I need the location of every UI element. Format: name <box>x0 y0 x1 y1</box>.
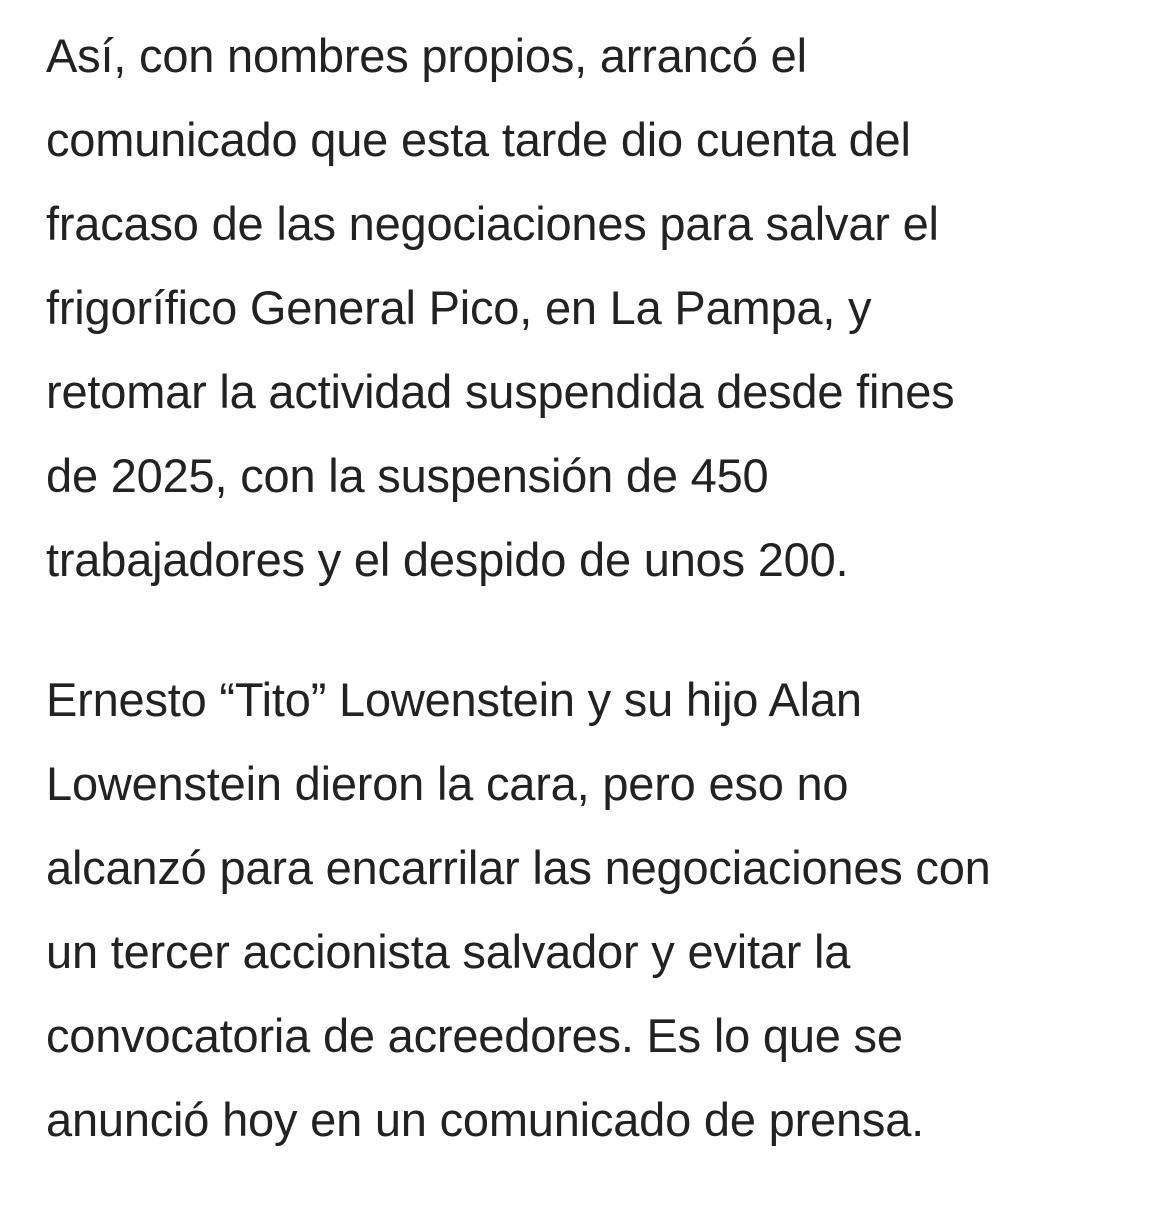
paragraph-2 <box>46 658 1136 1162</box>
paragraph-line: alcanzó para encarrilar las negociaciones con <box>46 841 991 894</box>
paragraph-line: anunció hoy en un comunicado de prensa. <box>46 1093 924 1146</box>
paragraph-1 <box>46 14 1136 602</box>
paragraph-line: Ernesto “Tito” Lowenstein y su hijo Alan <box>46 673 862 726</box>
paragraph-line: un tercer accionista salvador y evitar la <box>46 925 851 978</box>
paragraph-line: fracaso de las negociaciones para salvar el <box>46 197 939 250</box>
paragraph-line: convocatoria de acreedores. Es lo que se <box>46 1009 903 1062</box>
paragraph-line: de 2025, con la suspensión de 450 <box>46 449 769 502</box>
article-body <box>46 14 1136 1162</box>
paragraph-line: Así, con nombres propios, arrancó el <box>46 29 807 82</box>
paragraph-line: frigorífico General Pico, en La Pampa, y <box>46 281 872 334</box>
paragraph-line: Lowenstein dieron la cara, pero eso no <box>46 757 849 810</box>
paragraph-line: trabajadores y el despido de unos 200. <box>46 533 849 586</box>
paragraph-line: comunicado que esta tarde dio cuenta del <box>46 113 911 166</box>
paragraph-line: retomar la actividad suspendida desde fines <box>46 365 955 418</box>
